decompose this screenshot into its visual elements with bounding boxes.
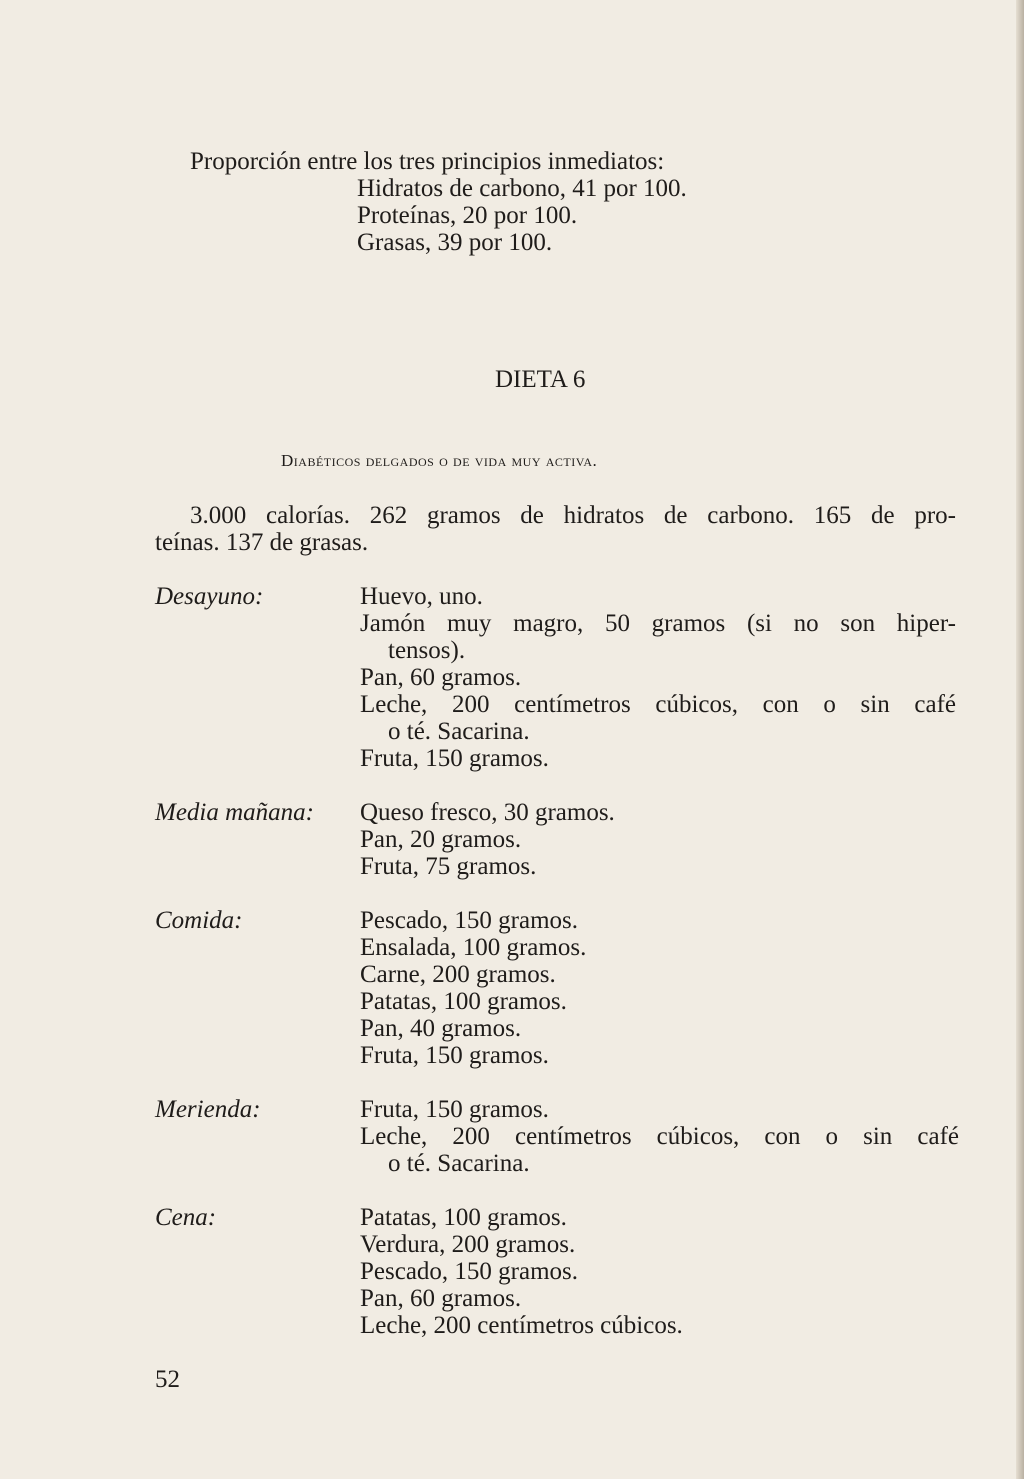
meal-item: o té. Sacarina. <box>388 718 530 745</box>
meal-label-dinner: Cena: <box>155 1204 217 1231</box>
meal-item: Fruta, 150 gramos. <box>360 1042 549 1069</box>
meal-label-breakfast: Desayuno: <box>155 583 264 610</box>
meal-item: Fruta, 150 gramos. <box>360 745 549 772</box>
proportion-intro: Proporción entre los tres principios inmediatos: <box>190 148 665 175</box>
diet-subtitle: Diabéticos delgados o de vida muy activa. <box>281 451 598 470</box>
proportion-item: Grasas, 39 por 100. <box>357 229 553 256</box>
meal-item: Huevo, uno. <box>360 583 483 610</box>
meal-item: Leche, 200 centímetros cúbicos, con o sin café <box>360 1123 959 1150</box>
meal-label-lunch: Comida: <box>155 907 243 934</box>
meal-item: Verdura, 200 gramos. <box>360 1231 576 1258</box>
meal-item: Pescado, 150 gramos. <box>360 1258 579 1285</box>
meal-item: o té. Sacarina. <box>388 1150 530 1177</box>
page-number: 52 <box>155 1366 180 1393</box>
diet-summary: 3.000 calorías. 262 gramos de hidratos de carbono. 165 de pro- <box>190 502 956 529</box>
meal-item: Ensalada, 100 gramos. <box>360 934 587 961</box>
proportion-item: Hidratos de carbono, 41 por 100. <box>357 175 687 202</box>
meal-item: Pan, 60 gramos. <box>360 1285 522 1312</box>
meal-item: Jamón muy magro, 50 gramos (si no son hiper- <box>360 610 956 637</box>
meal-item: Fruta, 150 gramos. <box>360 1096 549 1123</box>
meal-item: Pan, 20 gramos. <box>360 826 522 853</box>
meal-item: Leche, 200 centímetros cúbicos. <box>360 1312 683 1339</box>
meal-item: Patatas, 100 gramos. <box>360 1204 567 1231</box>
meal-label-snack: Merienda: <box>155 1096 261 1123</box>
meal-item: Pescado, 150 gramos. <box>360 907 579 934</box>
meal-item: Carne, 200 gramos. <box>360 961 556 988</box>
meal-item: Pan, 40 gramos. <box>360 1015 522 1042</box>
diet-summary: teínas. 137 de grasas. <box>155 529 369 556</box>
meal-item: Leche, 200 centímetros cúbicos, con o sin café <box>360 691 956 718</box>
page-edge-shadow <box>1016 0 1024 1479</box>
meal-label-midmorning: Media mañana: <box>155 799 314 826</box>
diet-title: DIETA 6 <box>495 366 586 393</box>
meal-item: Fruta, 75 gramos. <box>360 853 537 880</box>
meal-item: Patatas, 100 gramos. <box>360 988 567 1015</box>
meal-item: Queso fresco, 30 gramos. <box>360 799 615 826</box>
meal-item: tensos). <box>388 637 466 664</box>
meal-item: Pan, 60 gramos. <box>360 664 522 691</box>
proportion-item: Proteínas, 20 por 100. <box>357 202 578 229</box>
